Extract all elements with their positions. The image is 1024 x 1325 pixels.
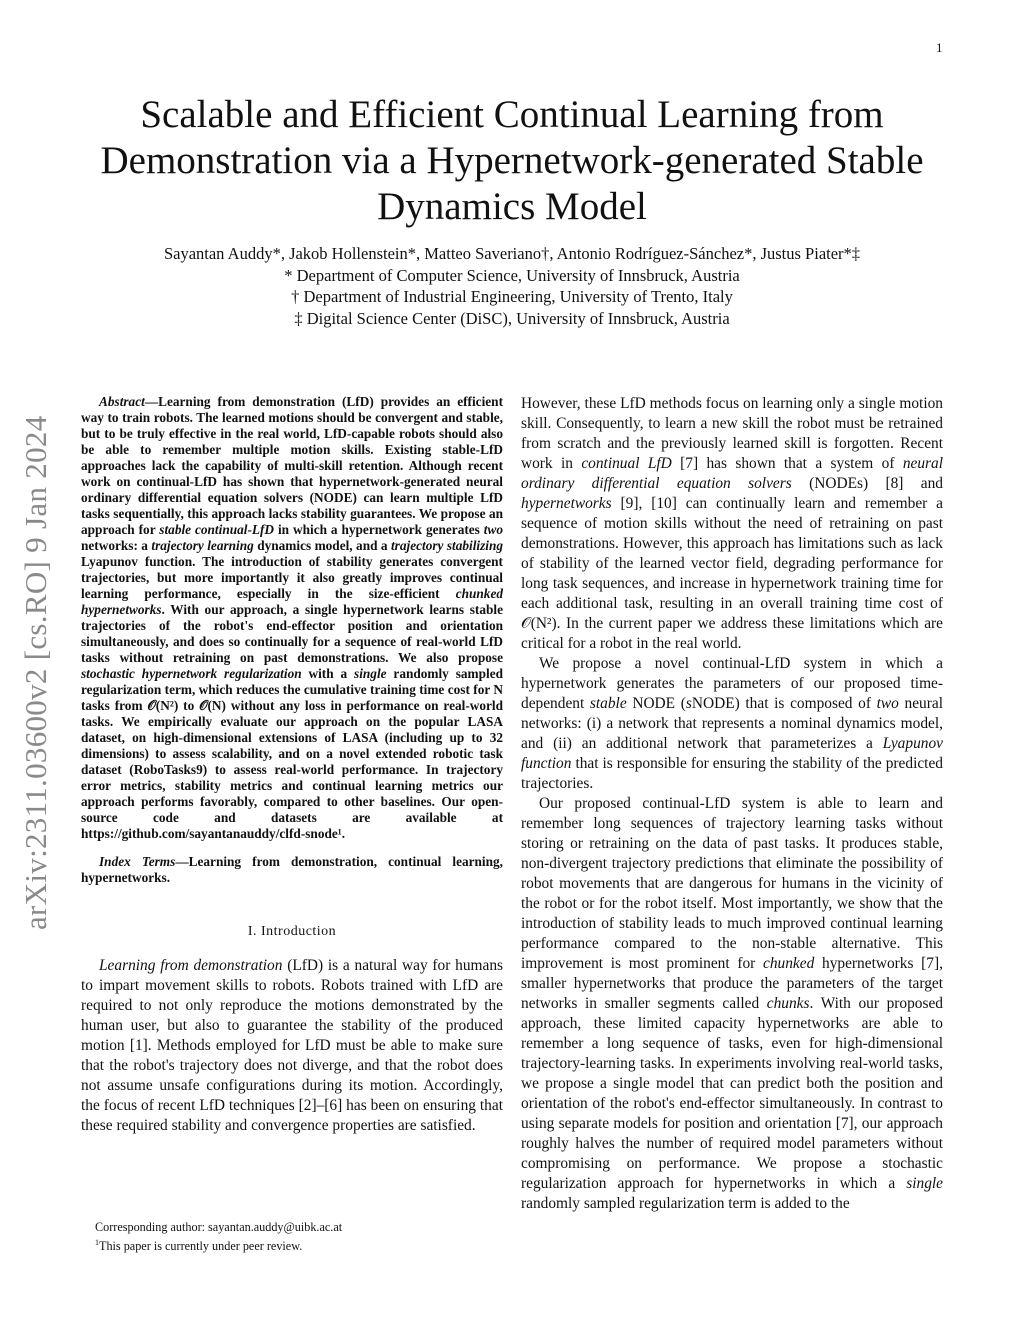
footnotes xyxy=(81,1219,503,1254)
arxiv-stamp: arXiv:2311.03600v2 [cs.RO] 9 Jan 2024 xyxy=(18,415,53,930)
title-line: Scalable and Efficient Continual Learning from xyxy=(140,93,884,136)
index-terms xyxy=(81,854,503,886)
affiliation: ‡ Digital Science Center (DiSC), University of Innsbruck, Austria xyxy=(294,308,730,328)
body-emph: Lyapunov function xyxy=(521,735,943,772)
index-terms-label: Index Terms xyxy=(99,854,176,869)
body-emph: single xyxy=(906,1175,943,1192)
abstract-text: Lyapunov function. The introduction of stability generates convergent trajectories, but more importantly it also greatly improves continual learning performance, especially in the size-efficient xyxy=(81,554,503,601)
left-column xyxy=(81,394,503,1136)
section-heading: I. Introduction xyxy=(247,924,337,939)
abstract-emph: chunked hypernetworks xyxy=(81,586,503,617)
body-text: NODE ( xyxy=(626,695,686,712)
affiliation: † Department of Industrial Engineering, University of Trento, Italy xyxy=(291,287,733,306)
footnote-corresponding: Corresponding author: sayantan.auddy@uibk.ac.at xyxy=(95,1220,343,1234)
body-text: [9], [10] can continually learn and remember a sequence of motion skills without the need of retraining on past demonstrations. However, this approach has limitations such as lack of stability of the learned vector field, degrading performance for long task sequences, and increase in hypernetwork training time for each additional task, resulting in an overall training time cost of 𝒪(N²). In the current paper we address these limitations which are critical for a robot in the real world. xyxy=(521,495,943,652)
body-text: NODE) that is composed of xyxy=(691,695,877,712)
intro-text: (LfD) is a natural way for humans to impart movement skills to robots. Robots trained with LfD are required to not only reproduce the motions demonstrated by the human user, but also to guarantee the stability of the produced motion [1]. Methods employed for LfD must be able to make sure that the robot's trajectory does not diverge, and that the robot does not assume unsafe configurations during its motion. Accordingly, the focus of recent LfD techniques [2]–[6] has been on ensuring that these required stability and convergence properties are satisfied. xyxy=(81,957,504,1134)
body-text: randomly sampled regularization term is added to the xyxy=(521,1195,850,1212)
body-emph: chunked xyxy=(763,955,815,972)
abstract-text: networks: a xyxy=(81,538,152,553)
abstract-label: Abstract xyxy=(99,394,145,409)
abstract-emph: stochastic hypernetwork regularization xyxy=(81,666,302,681)
body-text: neural networks: (i) a network that represents a nominal dynamics model, and (ii) an additional network that parameterizes a xyxy=(521,695,943,752)
body-paragraph xyxy=(521,394,943,654)
body-text: However, these LfD methods focus on learning only a single motion skill. Consequently, to learn a new skill the robot must be retrained from scratch and the previously learned skill is forgotten. Recent work in xyxy=(521,395,943,472)
abstract-text: randomly sampled regularization term, which reduces the cumulative training time cost for N tasks from 𝒪(N²) to 𝒪(N) without any loss in performance on real-world tasks. We empirically evaluate our approach on the popular LASA dataset, on high-dimensional extensions of LASA (including up to 32 dimensions) to assess scalability, and on a novel extended robotic task dataset (RoboTasks9) to assess real-world performance. In trajectory error metrics, stability metrics and continual learning metrics our approach performs favorably, compared to other baselines. Our open-source code and datasets are available at https://github.com/sayantanauddy/clfd-snode¹. xyxy=(81,666,503,841)
body-text: . With our proposed approach, these limited capacity hypernetworks are able to remember a long sequence of tasks, even for high-dimensional trajectory-learning tasks. In experiments involving real-world tasks, we propose a single model that can predict both the position and orientation of the robot's end-effector simultaneously. In contrast to using separate models for position and orientation [7], our approach roughly halves the number of required model parameters without compromising on performance. We propose a stochastic regularization approach for hypernetworks in which a xyxy=(521,995,944,1192)
author-block xyxy=(60,243,964,329)
title-line: Dynamics Model xyxy=(377,185,647,228)
body-emph: s xyxy=(685,695,692,712)
page-number: 1 xyxy=(936,40,943,55)
body-emph: stable xyxy=(589,695,627,712)
intro-paragraph xyxy=(81,956,503,1136)
abstract-emph: single xyxy=(354,666,387,681)
footnote-text: This paper is currently under peer review. xyxy=(99,1239,303,1254)
author-names: Sayantan Auddy*, Jakob Hollenstein*, Matteo Saveriano†, Antonio Rodríguez-Sánchez*, Justus Piater*‡ xyxy=(163,244,861,263)
body-emph: two xyxy=(876,695,899,712)
abstract-emph: trajectory learning xyxy=(151,538,254,553)
abstract-text: —Learning from demonstration (LfD) provides an efficient way to train robots. The learned motions should be convergent and stable, but to be truly effective in the real world, LfD-capable robots should also be able to remember multiple motion skills. Existing stable-LfD approaches lack the capability of multi-skill retention. Although recent work on continual-LfD has shown that hypernetwork-generated neural ordinary differential equation solvers (NODE) can learn multiple LfD tasks sequentially, this approach lacks stability guarantees. We propose an approach for xyxy=(81,394,503,537)
right-column xyxy=(521,394,943,1214)
paper-title xyxy=(60,92,964,230)
body-paragraph xyxy=(521,654,943,794)
body-text: (NODEs) [8] and xyxy=(791,475,944,492)
abstract-text: in which a hypernetwork generates xyxy=(274,522,484,537)
footnote-mark: 1 xyxy=(95,1238,99,1247)
body-paragraph xyxy=(521,794,943,1214)
affiliation: * Department of Computer Science, University of Innsbruck, Austria xyxy=(284,265,740,285)
abstract-text: dynamics model, and a xyxy=(253,538,391,553)
body-text: that is responsible for ensuring the stability of the predicted trajectories. xyxy=(521,755,943,792)
body-emph: continual LfD xyxy=(581,455,672,472)
body-emph: chunks xyxy=(766,995,810,1012)
body-text: We propose a novel continual-LfD system in which a hypernetwork generates the parameters of our proposed time-dependent xyxy=(521,655,943,712)
abstract xyxy=(81,394,503,842)
abstract-text: . With our approach, a single hypernetwork learns stable trajectories of the robot's end-effector position and orientation simultaneously, and does so continually for a sequence of real-world LfD tasks without retraining on past demonstrations. We also propose xyxy=(81,602,503,665)
title-line: Demonstration via a Hypernetwork-generated Stable xyxy=(100,139,924,182)
body-text: hypernetworks [7], smaller hypernetworks that produce the parameters of the target networks in smaller segments called xyxy=(521,955,943,1012)
abstract-emph: stable continual-LfD xyxy=(159,522,275,537)
abstract-emph: trajectory stabilizing xyxy=(390,538,504,553)
abstract-text: with a xyxy=(301,666,355,681)
body-emph: hypernetworks xyxy=(521,495,612,512)
index-terms-text: —Learning from demonstration, continual learning, hypernetworks. xyxy=(81,854,503,885)
body-text: Our proposed continual-LfD system is able to learn and remember long sequences of trajectory learning tasks without storing or retraining on the data of past tasks. It produces stable, non-divergent trajectory predictions that eliminate the possibility of robot movements that are dangerous for humans in the vicinity of the robot or for the robot itself. Most importantly, we show that the introduction of stability leads to much improved continual learning performance compared to the non-stable alternative. This improvement is most prominent for xyxy=(521,795,943,972)
body-text: [7] has shown that a system of xyxy=(671,455,903,472)
footnote-1 xyxy=(81,1235,503,1254)
body-emph: neural ordinary differential equation solvers xyxy=(521,455,943,492)
abstract-emph: two xyxy=(483,522,503,537)
intro-emph: Learning from demonstration xyxy=(99,957,283,974)
